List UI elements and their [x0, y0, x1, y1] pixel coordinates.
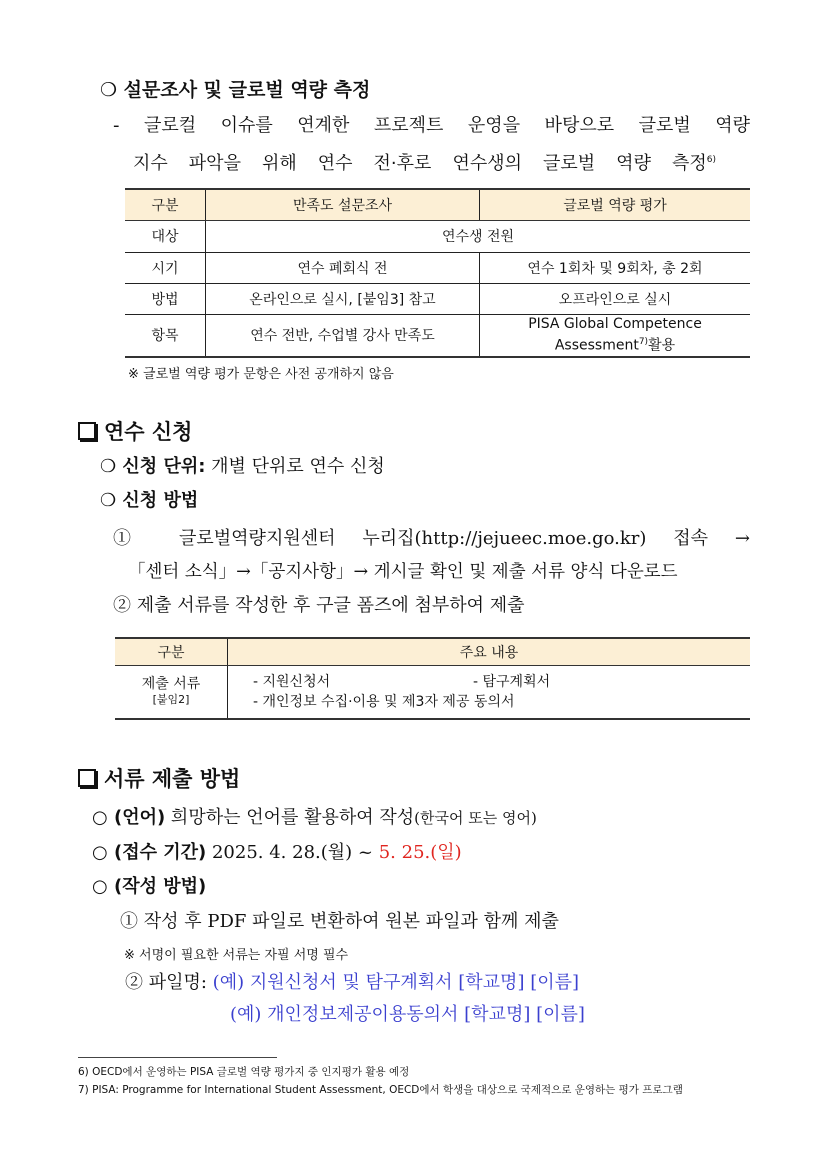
submit-method-label: ○ (작성 방법) — [92, 876, 207, 897]
submit-step2 — [125, 971, 579, 995]
table-row — [125, 314, 750, 357]
row-label: 대상 — [125, 220, 206, 252]
table-cell: 연수 전반, 수업별 강사 만족도 — [206, 314, 480, 357]
table-cell: 연수 폐회식 전 — [206, 252, 480, 283]
row-label: 시기 — [125, 252, 206, 283]
survey-table — [125, 188, 750, 358]
cell-text: 활용 — [648, 338, 676, 355]
footnote-ref: 6) — [706, 155, 716, 165]
table-cell — [228, 665, 751, 719]
apply-heading-text: 연수 신청 — [104, 420, 193, 444]
submit-step1: ① 작성 후 PDF 파일로 변환하여 원본 파일과 함께 제출 — [120, 911, 559, 932]
filename-example: (예) 지원신청서 및 탐구계획서 [학교명] [이름] — [206, 972, 580, 993]
apply-table — [115, 637, 750, 720]
table-cell: 연수 1회차 및 9회차, 총 2회 — [480, 252, 751, 283]
table-row — [125, 283, 750, 314]
submit-heading-text: 서류 제출 방법 — [104, 767, 241, 791]
apply-heading — [78, 420, 192, 444]
submit-period-start: 2025. 4. 28.(월) ~ — [206, 842, 379, 863]
checkbox-square-icon — [78, 422, 96, 440]
apply-step1-line1: ① 글로벌역량지원센터 누리집(http://jejueec.moe.go.kr) 접속 → — [113, 528, 750, 549]
survey-note: ※ 글로벌 역량 평가 문항은 사전 공개하지 않음 — [128, 367, 394, 382]
table-cell: 오프라인으로 실시 — [480, 283, 751, 314]
table-row — [125, 220, 750, 252]
apply-unit-text: 개별 단위로 연수 신청 — [205, 456, 385, 477]
doc-item: - 탐구계획서 — [473, 673, 551, 690]
doc-item: - 개인정보 수집·이용 및 제3자 제공 동의서 — [253, 693, 515, 710]
submit-lang — [92, 806, 537, 830]
apply-step1-line2: 「센터 소식」→「공지사항」→ 게시글 확인 및 제출 서류 양식 다운로드 — [128, 562, 678, 582]
table-header: 구분 — [115, 638, 228, 665]
table-header-row — [125, 189, 750, 220]
cell-line — [253, 672, 746, 692]
survey-desc-line2 — [133, 148, 716, 176]
survey-desc-line2-text: 지수 파악을 위해 연수 전·후로 연수생의 글로벌 역량 측정 — [133, 153, 707, 174]
table-header-row — [115, 638, 750, 665]
survey-heading: ❍ 설문조사 및 글로벌 역량 측정 — [100, 79, 371, 101]
submit-step1-note: ※ 서명이 필요한 서류는 자필 서명 필수 — [124, 948, 349, 963]
table-cell: 온라인으로 실시, [붙임3] 참고 — [206, 283, 480, 314]
table-row — [125, 252, 750, 283]
doc-item: - 지원신청서 — [253, 673, 331, 690]
submit-period-end: 5. 25.(일) — [378, 842, 462, 863]
footnote: 7) PISA: Programme for International Student Assessment, OECD에서 학생을 대상으로 국제적으로 운영하는 평가 프로그램 — [78, 1084, 683, 1096]
apply-unit — [100, 455, 385, 479]
row-label-text: 제출 서류 — [141, 675, 201, 692]
row-sublabel: [붙임2] — [152, 692, 190, 706]
footnote: 6) OECD에서 운영하는 PISA 글로벌 역량 평가지 중 인지평가 활용 예정 — [78, 1066, 410, 1078]
submit-period — [92, 841, 462, 865]
apply-unit-label: ❍ 신청 단위: — [100, 456, 206, 477]
row-label: 방법 — [125, 283, 206, 314]
cell-line: PISA Global Competence — [528, 316, 702, 333]
footnote-divider — [78, 1057, 277, 1058]
checkbox-square-icon — [78, 769, 96, 787]
table-cell — [480, 314, 751, 357]
survey-desc-line1: - 글로컬 이슈를 연계한 프로젝트 운영을 바탕으로 글로벌 역량 — [113, 115, 750, 136]
table-cell: 연수생 전원 — [206, 220, 751, 252]
filename-example: (예) 개인정보제공이용동의서 [학교명] [이름] — [230, 1004, 585, 1025]
submit-lang-text: 희망하는 언어를 활용하여 작성 — [165, 807, 415, 828]
table-header: 만족도 설문조사 — [206, 189, 480, 220]
submit-step2-label: ② 파일명: — [125, 972, 207, 993]
table-header: 글로벌 역량 평가 — [480, 189, 751, 220]
table-header: 구분 — [125, 189, 206, 220]
apply-method-label: ❍ 신청 방법 — [100, 490, 199, 511]
row-label: 항목 — [125, 314, 206, 357]
submit-lang-label: ○ (언어) — [92, 807, 166, 828]
apply-step2: ② 제출 서류를 작성한 후 구글 폼즈에 첨부하여 제출 — [113, 595, 525, 616]
table-row — [115, 665, 750, 719]
cell-line — [484, 333, 746, 355]
submit-lang-paren: (한국어 또는 영어) — [414, 809, 537, 827]
submit-period-label: ○ (접수 기간) — [92, 842, 207, 863]
table-header: 주요 내용 — [228, 638, 751, 665]
cell-text: Assessment — [554, 338, 639, 355]
submit-heading — [78, 767, 240, 791]
footnote-ref: 7) — [638, 337, 649, 348]
row-label — [115, 665, 228, 719]
